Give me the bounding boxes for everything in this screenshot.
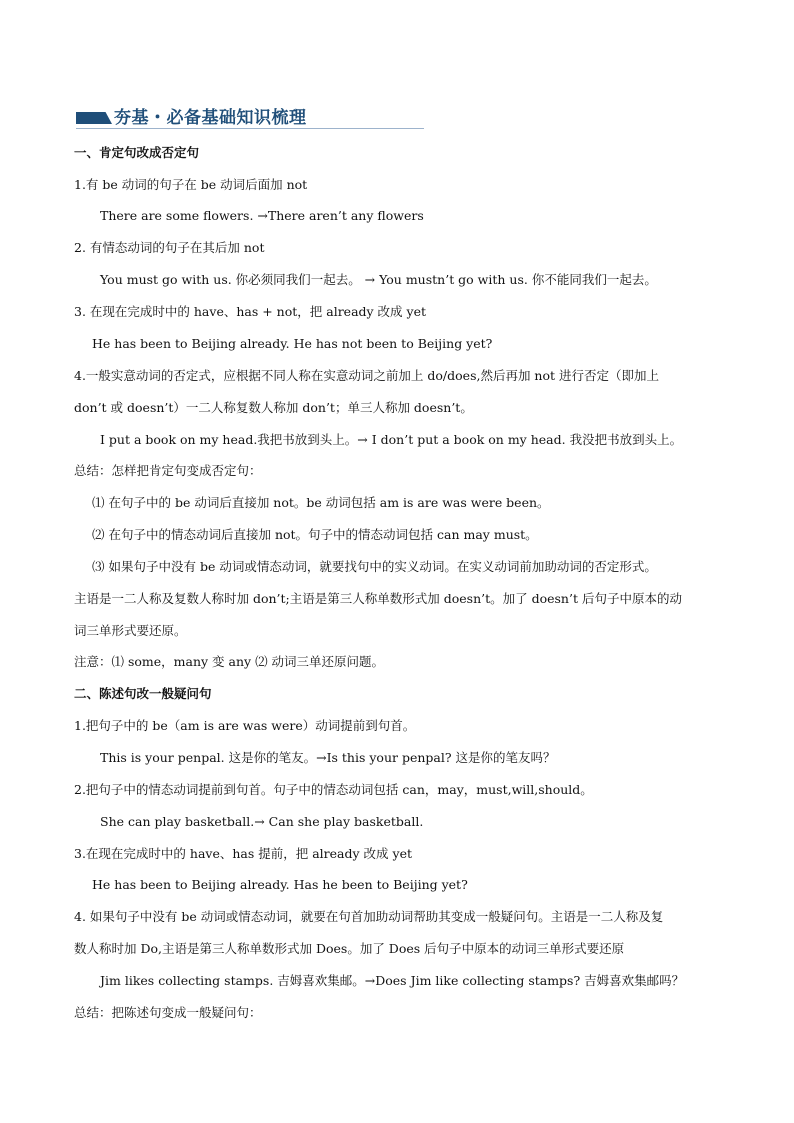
- example-2: You must go with us. 你必须同我们一起去。 → You mustn’t go with us. 你不能同我们一起去。: [100, 272, 657, 287]
- summary-point-3-line3: 词三单形式要还原。: [74, 623, 187, 638]
- q-example-2: She can play basketball.→ Can she play basketball.: [100, 814, 424, 829]
- header-underline: [76, 128, 424, 129]
- q-example-1: This is your penpal. 这是你的笔友。→Is this your penpal? 这是你的笔友吗？: [100, 750, 556, 765]
- rule-4-line1: 4.一般实意动词的否定式，应根据不同人称在实意动词之前加上 do/does,然后再加 not 进行否定（即加上: [74, 368, 659, 383]
- q-rule-4-line1: 4. 如果句子中没有 be 动词或情态动词，就要在句首加助动词帮助其变成一般疑问句。主语是一二人称及复: [74, 909, 664, 924]
- summary-point-1: ⑴ 在句子中的 be 动词后直接加 not。be 动词包括 am is are was were been。: [92, 495, 550, 510]
- q-rule-2: 2.把句子中的情态动词提前到句首。句子中的情态动词包括 can，may，must,will,should。: [74, 782, 593, 797]
- summary-point-3-line2: 主语是一二人称及复数人称时加 don’t;主语是第三人称单数形式加 doesn’t。加了 doesn’t 后句子中原本的动: [74, 591, 682, 606]
- note-line: 注意：⑴ some，many 变 any ⑵ 动词三单还原问题。: [74, 654, 385, 669]
- heading-negative-sentences: 一、肯定句改成否定句: [74, 145, 200, 160]
- example-1: There are some flowers. →There aren’t any flowers: [100, 208, 424, 223]
- rule-4-line2: don’t 或 doesn’t）一二人称复数人称加 don’t；单三人称加 doesn’t。: [74, 400, 473, 415]
- example-3: He has been to Beijing already. He has not been to Beijing yet?: [92, 336, 493, 351]
- rule-3: 3. 在现在完成时中的 have、has + not，把 already 改成 yet: [74, 304, 427, 319]
- summary-point-2: ⑵ 在句子中的情态动词后直接加 not。句子中的情态动词包括 can may must。: [92, 527, 538, 542]
- q-rule-1: 1.把句子中的 be（am is are was were）动词提前到句首。: [74, 718, 416, 733]
- q-rule-4-line2: 数人称时加 Do,主语是第三人称单数形式加 Does。加了 Does 后句子中原本的动词三单形式要还原: [74, 941, 625, 956]
- rule-2: 2. 有情态动词的句子在其后加 not: [74, 240, 265, 255]
- q-summary-heading: 总结：把陈述句变成一般疑问句：: [74, 1005, 262, 1020]
- heading-general-questions: 二、陈述句改一般疑问句: [74, 686, 212, 701]
- q-example-4: Jim likes collecting stamps. 吉姆喜欢集邮。→Does Jim like collecting stamps? 吉姆喜欢集邮吗？: [100, 973, 685, 988]
- q-example-3: He has been to Beijing already. Has he been to Beijing yet?: [92, 877, 468, 892]
- rule-1: 1.有 be 动词的句子在 be 动词后面加 not: [74, 177, 308, 192]
- header-accent-bar: [76, 112, 112, 124]
- section-header: [76, 101, 428, 131]
- summary-heading: 总结：怎样把肯定句变成否定句：: [74, 463, 262, 478]
- section-title: 夯基・必备基础知识梳理: [114, 108, 307, 128]
- q-rule-3: 3.在现在完成时中的 have、has 提前，把 already 改成 yet: [74, 846, 412, 861]
- summary-point-3-line1: ⑶ 如果句子中没有 be 动词或情态动词，就要找句中的实义动词。在实义动词前加助动词的否定形式。: [92, 559, 657, 574]
- example-4: I put a book on my head.我把书放到头上。→ I don’t put a book on my head. 我没把书放到头上。: [100, 432, 683, 447]
